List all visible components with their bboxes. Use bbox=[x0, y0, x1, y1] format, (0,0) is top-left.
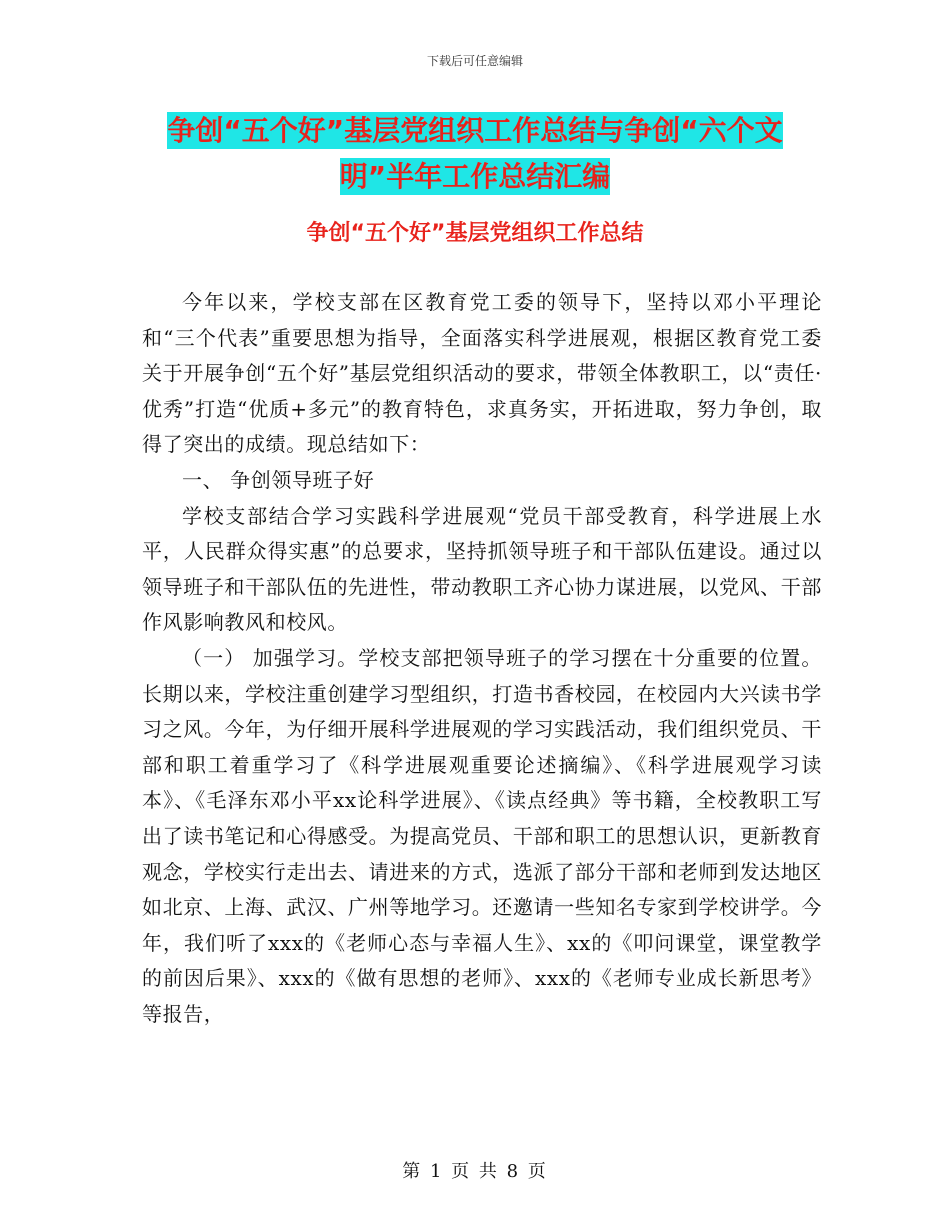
section-heading: 一、 争创领导班子好 bbox=[182, 467, 375, 492]
page-footer: 第 1 页 共 8 页 bbox=[402, 1161, 548, 1182]
paragraph-leadership: 学校支部结合学习实践科学进展观“党员干部受教育，科学进展上水平，人民群众得实惠”的总要求，坚持抓领导班子和干部队伍建设。通过以领导班子和干部队伍的先进性，带动教职工齐心协力谋进展，以党风、干部作风影响教风和校风。 bbox=[142, 503, 822, 635]
paragraph-intro: 今年以来，学校支部在区教育党工委的领导下，坚持以邓小平理论和“三个代表”重要思想为指导，全面落实科学进展观，根据区教育党工委关于开展争创“五个好”基层党组织活动的要求，带领全体教职工，以“责任·优秀”打造“优质+多元”的教育特色，求真务实，开拓进取，努力争创，取得了突出的成绩。现总结如下： bbox=[142, 290, 822, 457]
header-note: 下载后可任意编辑 bbox=[426, 54, 523, 68]
document-body bbox=[142, 285, 822, 1032]
document-title bbox=[140, 108, 810, 200]
document-title-text: 争创“五个好”基层党组织工作总结与争创“六个文明”半年工作总结汇编 bbox=[167, 114, 783, 193]
section-title: 争创“五个好”基层党组织工作总结 bbox=[306, 221, 644, 246]
paragraph-study: （一） 加强学习。学校支部把领导班子的学习摆在十分重要的位置。长期以来，学校注重创建学习型组织，打造书香校园，在校园内大兴读书学习之风。今年，为仔细开展科学进展观的学习实践活动，我们组织党员、干部和职工着重学习了《科学进展观重要论述摘编》、《科学进展观学习读本》、《毛泽东邓小平xx论科学进展》、《读点经典》等书籍，全校教职工写出了读书笔记和心得感受。为提高党员、干部和职工的思想认识，更新教育观念，学校实行走出去、请进来的方式，选派了部分干部和老师到发达地区如北京、上海、武汉、广州等地学习。还邀请一些知名专家到学校讲学。今年，我们听了xxx的《老师心态与幸福人生》、xx的《叩问课堂，课堂教学的前因后果》、xxx的《做有思想的老师》、xxx的《老师专业成长新思考》等报告， bbox=[142, 645, 822, 1026]
